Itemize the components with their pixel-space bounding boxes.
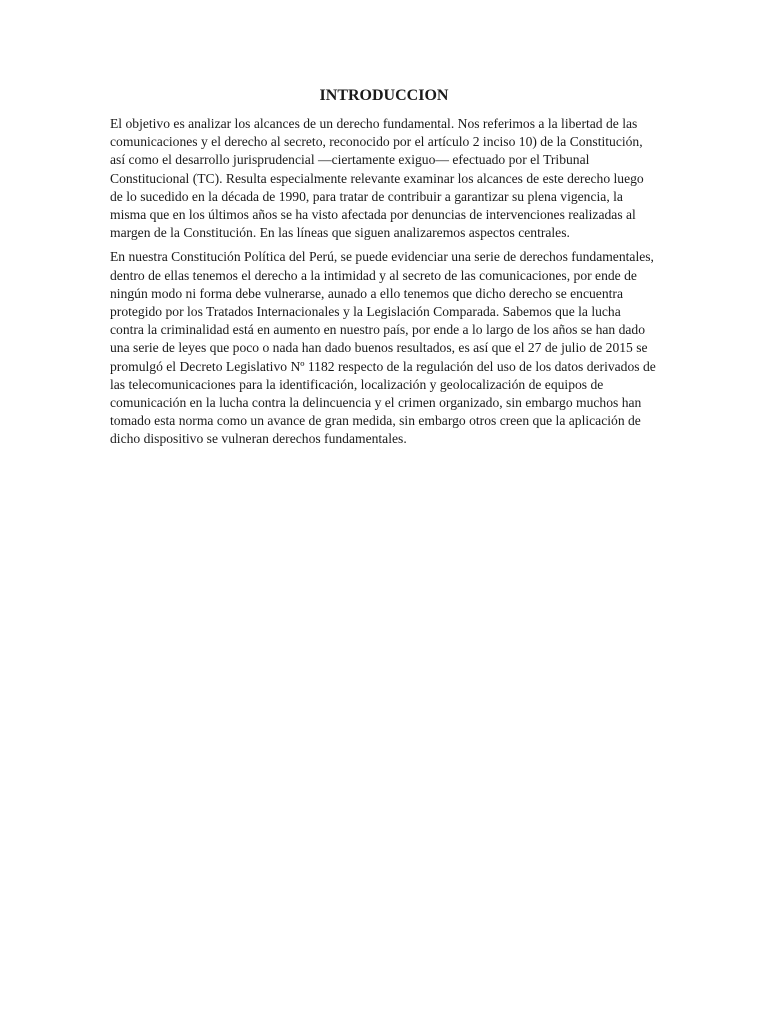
document-body <box>110 86 658 455</box>
document-title: INTRODUCCION <box>319 87 449 104</box>
paragraph-constitution: En nuestra Constitución Política del Perú, se puede evidenciar una serie de derechos fundamentales, dentro de ellas tenemos el derecho a la intimidad y al secreto de las comunicaciones, por ende de ningún modo ni forma debe vulnerarse, aunado a ello tenemos que dicho derecho se encuentra protegido por los Tratados Internacionales y la Legislación Comparada. Sabemos que la lucha contra la criminalidad está en aumento en nuestro país, por ende a lo largo de los años se han dado una serie de leyes que poco o nada han dado buenos resultados, es así que el 27 de julio de 2015 se promulgó el Decreto Legislativo Nº 1182 respecto de la regulación del uso de los datos derivados de las telecomunicaciones para la identificación, localización y geolocalización de equipos de comunicación en la lucha contra la delincuencia y el crimen organizado, sin embargo muchos han tomado esta norma como un avance de gran medida, sin embargo otros creen que la aplicación de dicho dispositivo se vulneran derechos fundamentales. <box>110 249 656 447</box>
paragraph-objective: El objetivo es analizar los alcances de un derecho fundamental. Nos referimos a la libertad de las comunicaciones y el derecho al secreto, reconocido por el artículo 2 inciso 10) de la Constitución, así como el desarrollo jurisprudencial —ciertamente exiguo— efectuado por el Tribunal Constitucional (TC). Resulta especialmente relevante examinar los alcances de este derecho luego de lo sucedido en la década de 1990, para tratar de contribuir a garantizar su plena vigencia, la misma que en los últimos años se ha visto afectada por denuncias de intervenciones realizadas al margen de la Constitución. En las líneas que siguen analizaremos aspectos centrales. <box>110 116 644 241</box>
